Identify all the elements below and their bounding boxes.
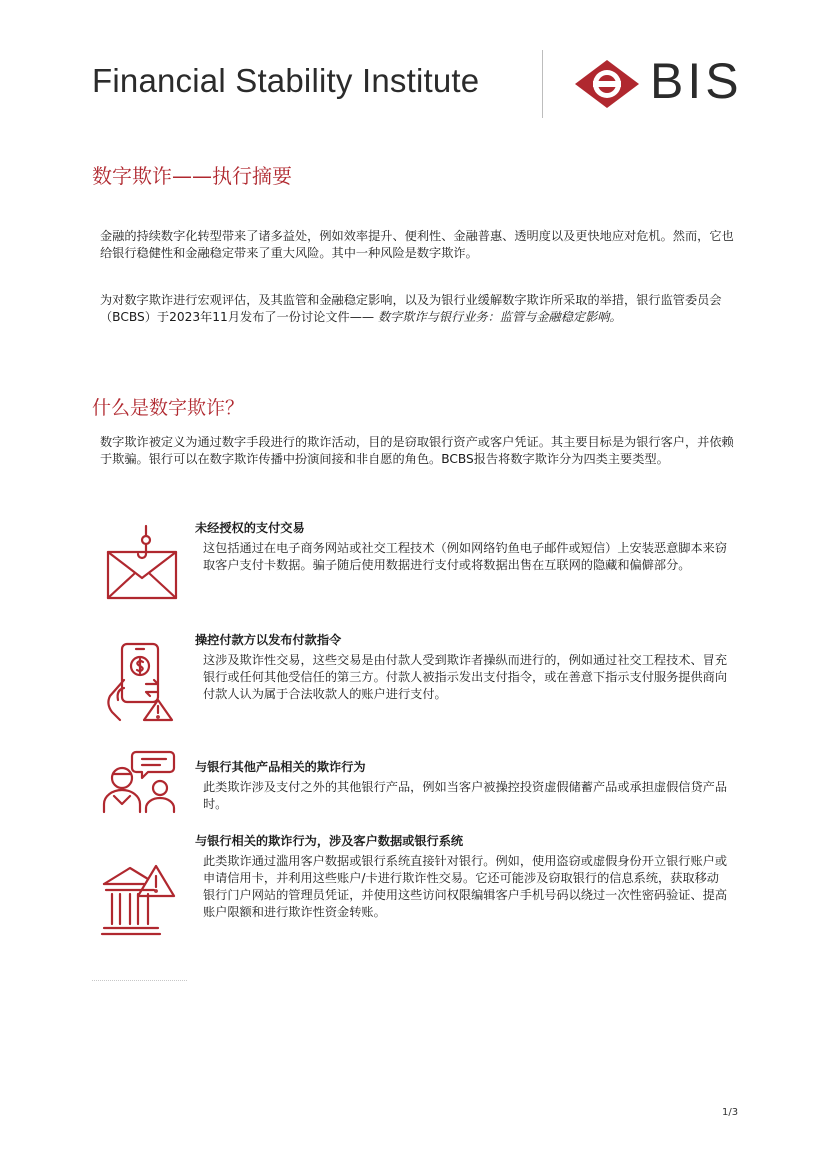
section-heading: 什么是数字欺诈？	[92, 397, 245, 419]
category-2-text: 这涉及欺诈性交易，这些交易是由付款人受到欺诈者操纵而进行的，例如通过社交工程技术、冒充银行或任何其他受信任的第三方。付款人被指示发出支付指令，或在善意下指示支付服务提供商向付款人认为属于合法收款人的账户进行支付。	[203, 653, 728, 701]
category-4-text: 此类欺诈通过滥用客户数据或银行系统直接针对银行。例如，使用盗窃或虚假身份开立银行账户或申请信用卡，并利用这些账户/卡进行欺诈性交易。它还可能涉及窃取银行的信息系统，获取移动银行门户网站的管理员凭证，并使用这些访问权限编辑客户手机号码以绕过一次性密码验证、提高账户限额和进行欺诈性资金转账。	[203, 854, 728, 919]
page-number: 1/3	[722, 1107, 739, 1118]
footnote-divider	[92, 980, 187, 981]
header-divider	[542, 50, 543, 118]
category-3-title: 与银行其他产品相关的欺诈行为	[195, 760, 366, 774]
category-1-title: 未经授权的支付交易	[195, 521, 305, 535]
intro-paragraph-2-main: 为对数字欺诈进行宏观评估，及其监管和金融稳定影响，以及为银行业缓解数字欺诈所采取的举措，银行监管委员会（BCBS）于2023年11月发布了一份讨论文件——	[100, 293, 722, 324]
bis-logo-text: BIS	[650, 53, 743, 109]
category-2-title: 操控付款方以发布付款指令	[195, 633, 342, 647]
intro-paragraph-2	[100, 292, 740, 326]
intro-paragraph-1: 金融的持续数字化转型带来了诸多益处，例如效率提升、便利性、金融普惠、透明度以及更快地应对危机。然而，它也给银行稳健性和金融稳定带来了重大风险。其中一种风险是数字欺诈。	[100, 229, 734, 260]
category-4-title: 与银行相关的欺诈行为，涉及客户数据或银行系统	[195, 834, 464, 848]
category-3-text: 此类欺诈涉及支付之外的其他银行产品，例如当客户被操控投资虚假储蓄产品或承担虚假信贷产品时。	[203, 780, 728, 811]
institute-name: Financial Stability Institute	[92, 62, 480, 99]
section-body: 数字欺诈被定义为通过数字手段进行的欺诈活动，目的是窃取银行资产或客户凭证。其主要目标是为银行客户，并依赖于欺骗。银行可以在数字欺诈传播中扮演间接和非自愿的角色。BCBS报告将数字欺诈分为四类主要类型。	[100, 435, 734, 466]
phishing-envelope-icon	[100, 524, 186, 604]
fraudster-customers-icon	[100, 750, 180, 814]
category-1-text: 这包括通过在电子商务网站或社交工程技术（例如网络钓鱼电子邮件或短信）上安装恶意脚本来窃取客户支付卡数据。骗子随后使用数据进行支付或将数据出售在互联网的隐藏和偏僻部分。	[203, 541, 728, 572]
bis-logo-icon	[573, 58, 641, 110]
page-title: 数字欺诈——执行摘要	[92, 164, 292, 188]
phone-payment-warning-icon	[104, 640, 176, 722]
bank-warning-icon	[100, 862, 176, 940]
publication-title: 数字欺诈与银行业务：监管与金融稳定影响。	[377, 310, 622, 324]
